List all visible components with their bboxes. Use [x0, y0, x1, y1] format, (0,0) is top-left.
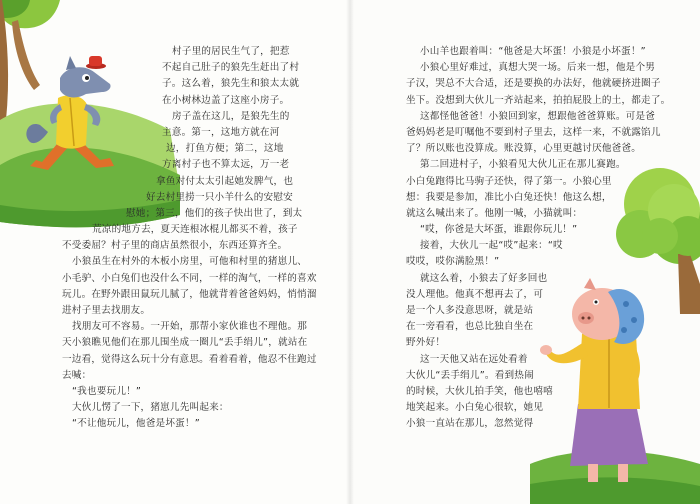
text-line: 天小狼瞧见他们在那儿围坐成一圈儿“丢手绢儿”，就站在 — [62, 337, 308, 349]
text-line: 去喊： — [62, 369, 92, 381]
text-line: 接着，大伙儿一起“哎”起来：“哎 — [420, 240, 563, 252]
text-line: 子。这么着，狼先生和狼太太就 — [162, 78, 300, 90]
right-page — [350, 0, 700, 504]
text-line: 小毛驴、小白兔们也没什么不同，一样的淘气，一样的喜欢 — [62, 272, 317, 284]
text-line: 在小树林边盖了这座小房子。 — [162, 94, 290, 106]
text-line: 小狼虽生在村外的木板小房里，可他和村里的猪崽儿、 — [72, 256, 308, 268]
text-line: 小白兔跑得比马驹子还快，得了第一。小狼心里 — [406, 175, 612, 187]
text-line: 的时候，大伙儿拍手笑，他也嘻嘻 — [406, 385, 553, 397]
text-line: 不起自己肚子的狼先生赶出了村 — [162, 62, 300, 74]
text-line: 就这么着，小狼去了好多回也 — [420, 272, 548, 284]
text-line: 不受委屈？村子里的商店虽然很小，东西还算齐全。 — [62, 240, 288, 252]
text-line: 进村子里去找朋友。 — [62, 305, 151, 316]
text-line: 荒凉的地方去，夏天连根冰棍儿都买不着，孩子 — [92, 224, 298, 236]
text-line: 这一天他又站在远处看着 — [420, 353, 528, 365]
text-line: “我也要玩儿！” — [72, 385, 142, 397]
text-line: 在一旁看看，也总比独自坐在 — [406, 321, 534, 333]
text-line: 这都怪他爸爸！小狼回到家，想跟他爸爸算账。可是爸 — [420, 110, 656, 122]
text-line: 小狼心里好难过，真想大哭一场。后来一想，他是个男 — [420, 62, 656, 74]
text-line: 野外好！ — [406, 337, 446, 349]
text-line: 边，打鱼方便；第二，这地 — [166, 143, 284, 155]
text-line: 小山羊也跟着叫：“他爸是大坏蛋！小狼是小坏蛋！” — [420, 46, 646, 57]
text-line: 坐下。没想到大伙儿一齐站起来，拍拍屁股上的土，都走了。 — [406, 94, 671, 106]
text-line: 一边看，觉得这么玩十分有意思。看着看着，他忍不住跑过 — [62, 353, 317, 365]
text-line: 是一个人多没意思呀，就是站 — [406, 305, 534, 316]
text-line: “哎，你爸是大坏蛋，谁跟你玩儿！” — [420, 224, 578, 236]
text-line: 了？所以账也没算成。账没算，心里更越讨厌他爸爸。 — [406, 143, 642, 155]
text-line: 大伙儿“丢手绢儿”。看到热闹 — [406, 369, 534, 381]
right-page-text — [398, 44, 670, 433]
text-line: 找朋友可不容易。一开始，那帮小家伙谁也不理他。那 — [72, 321, 308, 333]
text-line: 第二回进村子，小狼看见大伙儿正在那儿赛跑。 — [420, 159, 626, 171]
text-line: 想：我要是参加，准比小白兔还快！他这么想， — [406, 191, 612, 203]
text-line: 玩儿。在野外跟田鼠玩儿腻了，他就背着爸爸妈妈，悄悄溜 — [62, 288, 317, 300]
text-line: 拿鱼对付太太引起她发脾气，也 — [156, 175, 294, 187]
book-gutter — [346, 0, 354, 504]
text-line: 主意。第一，这地方就在河 — [162, 126, 280, 138]
text-line: 村子里的居民生气了，把惹 — [172, 46, 290, 57]
text-line: 子汉，哭总不大合适，还是要换的办法好，他就硬挤进圈子 — [406, 78, 661, 90]
text-line: 地笑起来。小白兔心很软，她见 — [406, 402, 544, 414]
text-line: 方离村子也不算太远，万一老 — [162, 159, 290, 171]
text-line: 慰她；第三，他们的孩子快出世了，到太 — [126, 207, 303, 219]
text-line: 房子盖在这儿，是狼先生的 — [172, 110, 290, 122]
text-line: 好去村里捞一只小羊什么的安慰安 — [146, 191, 293, 203]
text-line: 小狼一直站在那儿，忽然觉得 — [406, 418, 534, 430]
text-line: 爸妈妈老是叮嘱他不要到村子里去，这样一来，不就露馅儿 — [406, 126, 661, 138]
text-line: “不让他玩儿，他爸是坏蛋！” — [72, 418, 200, 430]
left-page-text — [62, 44, 317, 433]
text-line: 没人理他。他真不想再去了，可 — [406, 288, 544, 300]
text-line: 就这么喊出来了。他刚一喊，小猫就叫： — [406, 207, 583, 219]
text-line: 哎哎，哎你满脸黑！” — [406, 256, 500, 268]
text-line: 大伙儿愣了一下，猪崽儿先叫起来： — [72, 402, 229, 414]
